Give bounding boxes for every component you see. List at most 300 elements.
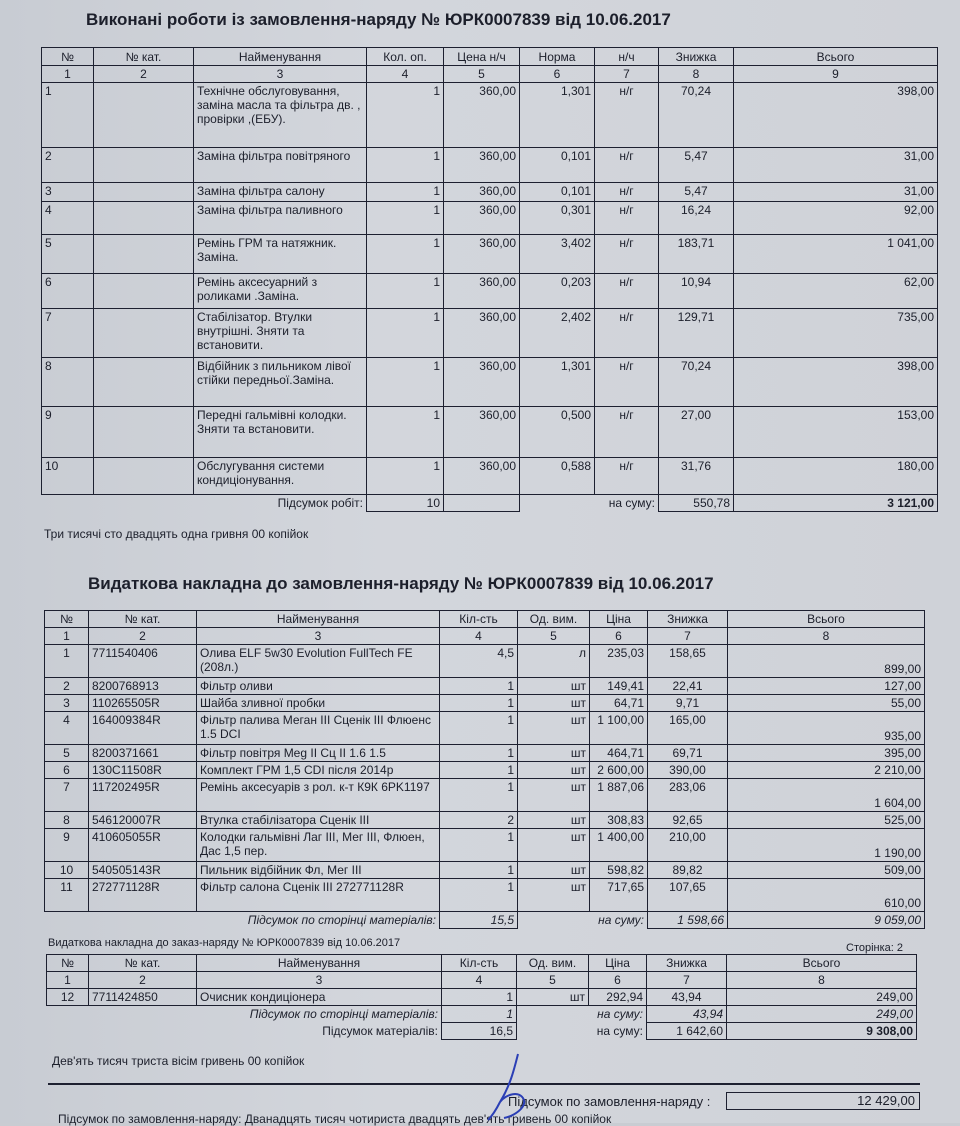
row-name: Пильник відбійник Фл, Мег III (197, 862, 440, 879)
row-cat: 8200371661 (89, 745, 197, 762)
row-name: Олива ELF 5w30 Evolution FullTech FE (208л.) (197, 645, 440, 678)
materials-subtotal-qty: 16,5 (442, 1023, 517, 1040)
row-number: 6 (42, 274, 94, 309)
table-row (42, 407, 938, 458)
row-name: Заміна фільтра повітряного (194, 148, 367, 183)
row-unit: л (518, 645, 590, 678)
invoice-header-cell: № (45, 611, 89, 628)
row-price: 360,00 (444, 183, 520, 202)
spacer (89, 912, 197, 929)
row-qty: 1 (440, 762, 518, 779)
row-qty: 1 (367, 407, 444, 458)
table-row (45, 812, 925, 829)
row-unit: н/г (595, 274, 659, 309)
row-discount: 158,65 (648, 645, 728, 678)
row-total: 509,00 (728, 862, 925, 879)
row-unit: шт (517, 989, 589, 1006)
table-row (42, 148, 938, 183)
row-discount: 9,71 (648, 695, 728, 712)
invoice-colnum-cell: 1 (45, 628, 89, 645)
invoice-header-row (45, 611, 925, 628)
spacer (89, 1006, 197, 1023)
row-price: 360,00 (444, 309, 520, 358)
row-name: Ремінь аксесуарний з роликами .Заміна. (194, 274, 367, 309)
row-unit: н/г (595, 309, 659, 358)
row-number: 8 (45, 812, 89, 829)
row-unit: шт (518, 779, 590, 812)
row-unit: н/г (595, 202, 659, 235)
row-unit: н/г (595, 183, 659, 202)
invoice-page2-colnum-cell: 4 (442, 972, 517, 989)
order-total-value: 12 429,00 (857, 1093, 915, 1108)
invoice-page2-colnum-cell: 1 (47, 972, 89, 989)
row-discount: 70,24 (659, 83, 734, 148)
row-qty: 1 (367, 183, 444, 202)
row-price: 360,00 (444, 274, 520, 309)
row-name: Стабілізатор. Втулки внутрішні. Зняти та встановити. (194, 309, 367, 358)
row-number: 7 (45, 779, 89, 812)
row-norm: 3,402 (520, 235, 595, 274)
row-qty: 1 (440, 829, 518, 862)
works-subtotal-qty: 10 (367, 495, 444, 512)
works-colnum-cell: 6 (520, 66, 595, 83)
row-name: Відбійник з пильником лівої стійки передньої.Заміна. (194, 358, 367, 407)
row-norm: 1,301 (520, 358, 595, 407)
works-header-cell: Найменування (194, 48, 367, 66)
invoice-page2-header-cell: № кат. (89, 955, 197, 972)
row-total: 395,00 (728, 745, 925, 762)
row-name: Фільтр повітря Meg II Сц II 1.6 1.5 (197, 745, 440, 762)
row-total: 31,00 (734, 183, 938, 202)
row-cat: 272771128R (89, 879, 197, 912)
row-unit: шт (518, 745, 590, 762)
row-cat (94, 274, 194, 309)
row-qty: 1 (367, 274, 444, 309)
row-number: 9 (45, 829, 89, 862)
row-unit: шт (518, 762, 590, 779)
row-name: Втулка стабілізатора Сценік III (197, 812, 440, 829)
row-price: 64,71 (590, 695, 648, 712)
row-discount: 129,71 (659, 309, 734, 358)
invoice-header-cell: Од. вим. (518, 611, 590, 628)
row-cat (94, 202, 194, 235)
row-number: 11 (45, 879, 89, 912)
order-total-words: Підсумок по замовлення-наряду: Дванадцять тисяч чотириста двадцять дев'ять гривень 00 копійок (58, 1112, 612, 1126)
works-header-row (42, 48, 938, 66)
row-cat: 540505143R (89, 862, 197, 879)
row-name: Колодки гальмівні Лаг III, Мег III, Флюен, Дас 1,5 пер. (197, 829, 440, 862)
row-number: 10 (42, 458, 94, 495)
works-colnum-cell: 5 (444, 66, 520, 83)
row-number: 1 (42, 83, 94, 148)
row-qty: 1 (367, 309, 444, 358)
row-number: 4 (42, 202, 94, 235)
invoice-page2-header-cell: Всього (727, 955, 917, 972)
invoice-page-subtotal-total: 9 059,00 (728, 912, 925, 929)
invoice-page2-header-cell: № (47, 955, 89, 972)
row-unit: н/г (595, 83, 659, 148)
row-name: Ремінь аксесуарів з рол. к-т К9К 6PK1197 (197, 779, 440, 812)
row-qty: 1 (440, 779, 518, 812)
row-qty: 4,5 (440, 645, 518, 678)
works-header-cell: Кол. оп. (367, 48, 444, 66)
works-header-cell: № кат. (94, 48, 194, 66)
row-discount: 16,24 (659, 202, 734, 235)
invoice-page2-subtotal-label: Підсумок по сторінці матеріалів: (249, 1007, 438, 1021)
row-number: 2 (45, 678, 89, 695)
works-colnum-cell: 4 (367, 66, 444, 83)
row-discount: 107,65 (648, 879, 728, 912)
works-colnum-cell: 7 (595, 66, 659, 83)
row-qty: 1 (367, 148, 444, 183)
row-unit: шт (518, 712, 590, 745)
row-norm: 0,203 (520, 274, 595, 309)
row-qty: 1 (440, 862, 518, 879)
invoice-page2-subtotal-qty: 1 (442, 1006, 517, 1023)
invoice-header-cell: Кіл-сть (440, 611, 518, 628)
works-subtotal-label: Підсумок робіт: (277, 496, 363, 510)
row-cat: 7711424850 (89, 989, 197, 1006)
row-number: 9 (42, 407, 94, 458)
row-unit: н/г (595, 235, 659, 274)
row-price: 360,00 (444, 458, 520, 495)
works-colnum-cell: 9 (734, 66, 938, 83)
invoice-page2-colnum-cell: 7 (647, 972, 727, 989)
works-subtotal-discount: 550,78 (659, 495, 734, 512)
invoice-colnum-cell: 3 (197, 628, 440, 645)
row-unit: н/г (595, 148, 659, 183)
row-total: 610,00 (728, 879, 925, 912)
invoice-page2-header-cell: Кіл-сть (442, 955, 517, 972)
table-row (42, 83, 938, 148)
works-colnum-cell: 8 (659, 66, 734, 83)
row-cat (94, 235, 194, 274)
row-name: Фільтр оливи (197, 678, 440, 695)
spacer (444, 495, 520, 512)
row-cat: 130C11508R (89, 762, 197, 779)
row-number: 4 (45, 712, 89, 745)
row-discount: 70,24 (659, 358, 734, 407)
row-price: 360,00 (444, 83, 520, 148)
invoice-page-subtotal-qty: 15,5 (440, 912, 518, 929)
materials-subtotal-label: Підсумок матеріалів: (322, 1023, 438, 1038)
table-row (42, 183, 938, 202)
spacer (42, 495, 94, 512)
row-discount: 165,00 (648, 712, 728, 745)
row-norm: 0,588 (520, 458, 595, 495)
row-price: 1 887,06 (590, 779, 648, 812)
row-total: 31,00 (734, 148, 938, 183)
invoice-page2-header-cell: Найменування (197, 955, 442, 972)
invoice-page2-colnum-cell: 5 (517, 972, 589, 989)
row-price: 360,00 (444, 148, 520, 183)
spacer (94, 495, 194, 512)
row-discount: 69,71 (648, 745, 728, 762)
row-name: Заміна фільтра паливного (194, 202, 367, 235)
invoice-page2-colnum-cell: 6 (589, 972, 647, 989)
row-qty: 1 (367, 358, 444, 407)
row-number: 1 (45, 645, 89, 678)
invoice-page2-table (46, 954, 917, 1040)
works-header-cell: Цена н/ч (444, 48, 520, 66)
row-unit: шт (518, 695, 590, 712)
table-row (42, 309, 938, 358)
row-discount: 210,00 (648, 829, 728, 862)
row-total: 735,00 (734, 309, 938, 358)
invoice-header-cell: Всього (728, 611, 925, 628)
row-discount: 283,06 (648, 779, 728, 812)
spacer (520, 495, 595, 512)
row-cat: 8200768913 (89, 678, 197, 695)
row-number: 10 (45, 862, 89, 879)
invoice-header-cell: № кат. (89, 611, 197, 628)
row-number: 12 (47, 989, 89, 1006)
row-discount: 5,47 (659, 183, 734, 202)
invoice-page2-subtotal (47, 1006, 917, 1023)
invoice-colnum-cell: 6 (590, 628, 648, 645)
table-row (45, 745, 925, 762)
row-price: 149,41 (590, 678, 648, 695)
row-total: 935,00 (728, 712, 925, 745)
row-price: 717,65 (590, 879, 648, 912)
row-total: 525,00 (728, 812, 925, 829)
row-unit: шт (518, 829, 590, 862)
spacer (45, 912, 89, 929)
works-header-cell: № (42, 48, 94, 66)
row-price: 1 100,00 (590, 712, 648, 745)
invoice-page2-colnum-cell: 3 (197, 972, 442, 989)
row-qty: 1 (367, 235, 444, 274)
row-cat (94, 309, 194, 358)
row-norm: 2,402 (520, 309, 595, 358)
row-unit: н/г (595, 458, 659, 495)
invoice-colnum-cell: 7 (648, 628, 728, 645)
table-row (45, 829, 925, 862)
row-norm: 0,301 (520, 202, 595, 235)
row-number: 3 (42, 183, 94, 202)
materials-subtotal-total: 9 308,00 (727, 1023, 917, 1040)
row-price: 292,94 (589, 989, 647, 1006)
row-name: Фільтр салона Сценік III 272771128R (197, 879, 440, 912)
invoice-page2-colnum-cell: 8 (727, 972, 917, 989)
row-total: 153,00 (734, 407, 938, 458)
table-row (42, 358, 938, 407)
row-discount: 27,00 (659, 407, 734, 458)
row-total: 899,00 (728, 645, 925, 678)
row-price: 598,82 (590, 862, 648, 879)
row-qty: 1 (440, 695, 518, 712)
invoice-page-subtotal (45, 912, 925, 929)
row-number: 6 (45, 762, 89, 779)
table-row (45, 862, 925, 879)
row-unit: шт (518, 879, 590, 912)
works-header-cell: Всього (734, 48, 938, 66)
row-norm: 0,101 (520, 183, 595, 202)
row-total: 1 190,00 (728, 829, 925, 862)
invoice-colnum-cell: 5 (518, 628, 590, 645)
row-discount: 31,76 (659, 458, 734, 495)
row-cat (94, 358, 194, 407)
row-cat: 410605055R (89, 829, 197, 862)
signature-mark (470, 1050, 550, 1123)
row-total: 1 041,00 (734, 235, 938, 274)
table-row (45, 762, 925, 779)
row-qty: 1 (440, 745, 518, 762)
invoice-page2-colnum-row (47, 972, 917, 989)
row-price: 360,00 (444, 202, 520, 235)
row-cat (94, 407, 194, 458)
row-qty: 1 (440, 712, 518, 745)
invoice-header-cell: Ціна (590, 611, 648, 628)
spacer (518, 912, 590, 929)
works-colnum-row (42, 66, 938, 83)
works-subtotal-row (42, 495, 938, 512)
row-cat (94, 83, 194, 148)
row-discount: 89,82 (648, 862, 728, 879)
row-qty: 1 (367, 83, 444, 148)
row-unit: шт (518, 678, 590, 695)
row-price: 235,03 (590, 645, 648, 678)
row-number: 2 (42, 148, 94, 183)
row-name: Шайба зливної пробки (197, 695, 440, 712)
row-number: 3 (45, 695, 89, 712)
row-total: 55,00 (728, 695, 925, 712)
invoice-table (44, 610, 925, 929)
invoice-colnum-cell: 4 (440, 628, 518, 645)
works-words: Три тисячі сто двадцять одна гривня 00 копійок (44, 527, 309, 541)
works-header-cell: н/ч (595, 48, 659, 66)
row-total: 92,00 (734, 202, 938, 235)
order-total-label: Підсумок по замовлення-наряду : (508, 1094, 711, 1109)
row-discount: 22,41 (648, 678, 728, 695)
row-qty: 1 (440, 678, 518, 695)
row-price: 464,71 (590, 745, 648, 762)
row-number: 8 (42, 358, 94, 407)
materials-subtotal-sum-label: на суму: (596, 1023, 643, 1038)
row-norm: 0,500 (520, 407, 595, 458)
row-discount: 183,71 (659, 235, 734, 274)
invoice-page2-subtotal-total: 249,00 (727, 1006, 917, 1023)
row-discount: 92,65 (648, 812, 728, 829)
invoice-colnum-cell: 2 (89, 628, 197, 645)
works-subtotal-total: 3 121,00 (734, 495, 938, 512)
invoice-page2-header-cell: Ціна (589, 955, 647, 972)
row-number: 5 (45, 745, 89, 762)
row-name: Обслугування системи кондиціонування. (194, 458, 367, 495)
row-norm: 1,301 (520, 83, 595, 148)
row-name: Передні гальмівні колодки. Зняти та встановити. (194, 407, 367, 458)
table-row (45, 879, 925, 912)
row-cat (94, 458, 194, 495)
row-total: 180,00 (734, 458, 938, 495)
invoice-page2-header-cell: Од. вим. (517, 955, 589, 972)
page-number: Сторінка: 2 (846, 942, 904, 954)
row-number: 5 (42, 235, 94, 274)
table-row (45, 695, 925, 712)
works-table (41, 47, 938, 512)
order-total-box (726, 1092, 920, 1110)
table-row (42, 274, 938, 309)
invoice-header-cell: Знижка (648, 611, 728, 628)
table-row (42, 458, 938, 495)
row-name: Заміна фільтра салону (194, 183, 367, 202)
page2-caption: Видаткова накладна до заказ-наряду № ЮРК0007839 від 10.06.2017 (48, 937, 401, 949)
spacer (89, 1023, 197, 1040)
table-row (45, 645, 925, 678)
row-cat (94, 183, 194, 202)
row-total: 398,00 (734, 83, 938, 148)
row-cat: 164009384R (89, 712, 197, 745)
row-discount: 10,94 (659, 274, 734, 309)
row-price: 360,00 (444, 358, 520, 407)
works-colnum-cell: 1 (42, 66, 94, 83)
row-cat (94, 148, 194, 183)
row-price: 2 600,00 (590, 762, 648, 779)
spacer (517, 1023, 589, 1040)
table-row (45, 678, 925, 695)
row-price: 360,00 (444, 235, 520, 274)
row-qty: 2 (440, 812, 518, 829)
table-row (42, 235, 938, 274)
table-row (45, 779, 925, 812)
row-qty: 1 (440, 879, 518, 912)
invoice-page2-subtotal-sum-label: на суму: (597, 1007, 643, 1021)
row-unit: шт (518, 812, 590, 829)
invoice-page-subtotal-sum-label: на суму: (598, 913, 644, 927)
invoice-page-subtotal-label: Підсумок по сторінці матеріалів: (247, 913, 436, 927)
row-unit: шт (518, 862, 590, 879)
works-colnum-cell: 3 (194, 66, 367, 83)
row-name: Фільтр палива Меган III Сценік III Флюенс 1.5 DCI (197, 712, 440, 745)
invoice-page2-subtotal-discount: 43,94 (647, 1006, 727, 1023)
table-row (45, 712, 925, 745)
row-qty: 1 (442, 989, 517, 1006)
invoice-header-cell: Найменування (197, 611, 440, 628)
invoice-page2-header-row (47, 955, 917, 972)
row-discount: 390,00 (648, 762, 728, 779)
row-total: 2 210,00 (728, 762, 925, 779)
invoice-colnum-row (45, 628, 925, 645)
row-discount: 5,47 (659, 148, 734, 183)
row-unit: н/г (595, 358, 659, 407)
row-name: Комплект ГРМ 1,5 CDI після 2014р (197, 762, 440, 779)
row-total: 62,00 (734, 274, 938, 309)
spacer (47, 1023, 89, 1040)
row-total: 1 604,00 (728, 779, 925, 812)
invoice-title: Видаткова накладна до замовлення-наряду № ЮРК0007839 від 10.06.2017 (88, 574, 714, 593)
row-cat: 546120007R (89, 812, 197, 829)
works-header-cell: Знижка (659, 48, 734, 66)
row-cat: 117202495R (89, 779, 197, 812)
row-price: 1 400,00 (590, 829, 648, 862)
row-unit: н/г (595, 407, 659, 458)
works-title: Виконані роботи із замовлення-наряду № ЮРК0007839 від 10.06.2017 (86, 10, 671, 29)
invoice-page-subtotal-discount: 1 598,66 (648, 912, 728, 929)
materials-subtotal (47, 1023, 917, 1040)
materials-subtotal-discount: 1 642,60 (647, 1023, 727, 1040)
works-header-cell: Норма (520, 48, 595, 66)
invoice-colnum-cell: 8 (728, 628, 925, 645)
row-price: 360,00 (444, 407, 520, 458)
row-number: 7 (42, 309, 94, 358)
invoice-page2-colnum-cell: 2 (89, 972, 197, 989)
spacer (517, 1006, 589, 1023)
row-qty: 1 (367, 458, 444, 495)
row-total: 398,00 (734, 358, 938, 407)
row-discount: 43,94 (647, 989, 727, 1006)
invoice-page2-header-cell: Знижка (647, 955, 727, 972)
row-name: Очисник кондиціонера (197, 989, 442, 1006)
